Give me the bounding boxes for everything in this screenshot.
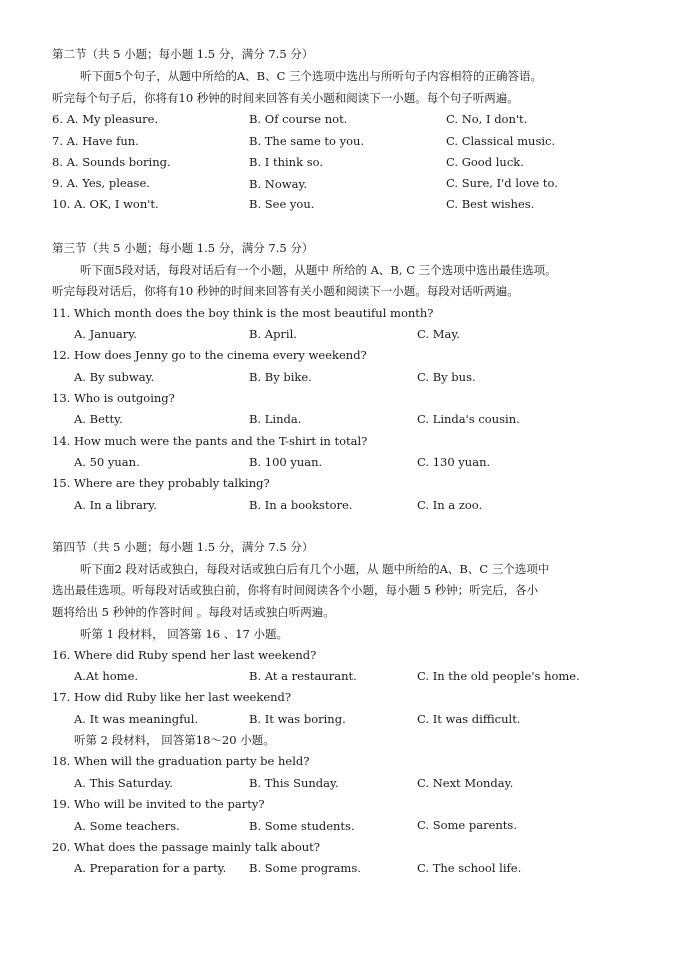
question-8-option-a: 8. A. Sounds boring. [52, 155, 171, 169]
section-4-intro-line-1: 听下面2 段对话或独白，每段对话或独白后有几个小题，从 题中所给的A、B、C 三个选项中 [80, 562, 550, 576]
question-8-option-c: C. Good luck. [446, 155, 524, 169]
question-18-option-c: C. Next Monday. [417, 776, 514, 790]
section-2-heading: 第二节（共 5 小题；每小题 1.5 分，满分 7.5 分） [52, 47, 314, 61]
question-13-option-a: A. Betty. [74, 412, 123, 426]
question-10-option-c: C. Best wishes. [446, 197, 535, 211]
question-16-stem: 16. Where did Ruby spend her last weekend? [52, 648, 317, 662]
question-11-option-b: B. April. [249, 327, 297, 341]
question-9-option-c: C. Sure, I'd love to. [446, 176, 558, 190]
question-11-option-a: A. January. [74, 327, 137, 341]
section-2-intro-line-1: 听下面5个句子，从题中所给的A、B、C 三个选项中选出与所听句子内容相符的正确答语。 [80, 69, 543, 83]
question-20-option-a: A. Preparation for a party. [74, 861, 227, 875]
question-16-option-c: C. In the old people's home. [417, 669, 580, 683]
question-9-option-a: 9. A. Yes, please. [52, 176, 150, 190]
question-6-option-c: C. No, I don't. [446, 112, 528, 126]
question-13-option-b: B. Linda. [249, 412, 302, 426]
question-14-option-b: B. 100 yuan. [249, 455, 323, 469]
material-2-instruction: 听第 2 段材料， 回答第18～20 小题。 [74, 733, 275, 747]
question-10-option-b: B. See you. [249, 197, 315, 211]
question-17-option-a: A. It was meaningful. [74, 712, 199, 726]
section-4-heading: 第四节（共 5 小题；每小题 1.5 分，满分 7.5 分） [52, 540, 314, 554]
question-7-option-b: B. The same to you. [249, 134, 365, 148]
question-20-option-c: C. The school life. [417, 861, 522, 875]
question-13-option-c: C. Linda's cousin. [417, 412, 520, 426]
question-18-stem: 18. When will the graduation party be held? [52, 754, 310, 768]
question-19-option-c: C. Some parents. [417, 818, 517, 832]
question-20-option-b: B. Some programs. [249, 861, 361, 875]
question-7-option-a: 7. A. Have fun. [52, 134, 139, 148]
material-1-instruction: 听第 1 段材料， 回答第 16 、17 小题。 [80, 627, 289, 641]
question-12-option-c: C. By bus. [417, 370, 476, 384]
question-18-option-a: A. This Saturday. [74, 776, 174, 790]
question-12-option-b: B. By bike. [249, 370, 312, 384]
question-19-option-a: A. Some teachers. [74, 819, 180, 833]
question-11-stem: 11. Which month does the boy think is the most beautiful month? [52, 306, 434, 320]
question-11-option-c: C. May. [417, 327, 460, 341]
section-3-heading: 第三节（共 5 小题；每小题 1.5 分，满分 7.5 分） [52, 241, 314, 255]
question-6-option-a: 6. A. My pleasure. [52, 112, 159, 126]
question-17-stem: 17. How did Ruby like her last weekend? [52, 690, 292, 704]
question-14-stem: 14. How much were the pants and the T-shirt in total? [52, 434, 368, 448]
question-14-option-c: C. 130 yuan. [417, 455, 491, 469]
question-12-option-a: A. By subway. [74, 370, 155, 384]
question-8-option-b: B. I think so. [249, 155, 323, 169]
question-14-option-a: A. 50 yuan. [74, 455, 140, 469]
question-20-stem: 20. What does the passage mainly talk about? [52, 840, 320, 854]
question-19-option-b: B. Some students. [249, 819, 355, 833]
question-17-option-b: B. It was boring. [249, 712, 346, 726]
section-4-intro-line-2: 选出最佳选项。听每段对话或独白前，你将有时间阅读各个小题，每小题 5 秒钟；听完后，各小 [52, 583, 539, 597]
question-6-option-b: B. Of course not. [249, 112, 348, 126]
question-16-option-b: B. At a restaurant. [249, 669, 357, 683]
question-15-stem: 15. Where are they probably talking? [52, 476, 270, 490]
question-15-option-c: C. In a zoo. [417, 498, 483, 512]
question-15-option-a: A. In a library. [74, 498, 157, 512]
section-3-intro-line-2: 听完每段对话后，你将有10 秒钟的时间来回答有关小题和阅读下一小题。每段对话听两遍。 [52, 284, 519, 298]
question-12-stem: 12. How does Jenny go to the cinema every weekend? [52, 348, 367, 362]
section-3-intro-line-1: 听下面5段对话，每段对话后有一个小题，从题中 所给的 A、B, C 三个选项中选出最佳选项。 [80, 263, 557, 277]
section-4-intro-line-3: 题将给出 5 秒钟的作答时间 。每段对话或独白听两遍。 [52, 605, 335, 619]
question-17-option-c: C. It was difficult. [417, 712, 521, 726]
question-7-option-c: C. Classical music. [446, 134, 556, 148]
question-18-option-b: B. This Sunday. [249, 776, 339, 790]
question-15-option-b: B. In a bookstore. [249, 498, 353, 512]
question-13-stem: 13. Who is outgoing? [52, 391, 175, 405]
question-10-option-a: 10. A. OK, I won't. [52, 197, 159, 211]
question-9-option-b: B. Noway. [249, 177, 308, 191]
question-16-option-a: A.At home. [74, 669, 139, 683]
question-19-stem: 19. Who will be invited to the party? [52, 797, 265, 811]
section-2-intro-line-2: 听完每个句子后，你将有10 秒钟的时间来回答有关小题和阅读下一小题。每个句子听两遍。 [52, 91, 519, 105]
